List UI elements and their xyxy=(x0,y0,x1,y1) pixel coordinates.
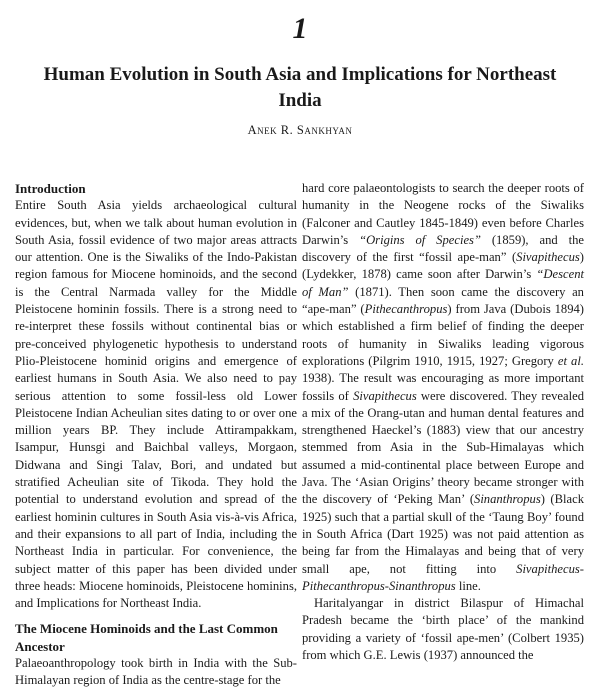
author-name: Anek R. Sankhyan xyxy=(247,123,353,137)
text-run: (1859), and the discovery of the first “fossil ape-man” ( xyxy=(302,232,584,265)
chapter-number: 1 xyxy=(292,12,308,45)
left-column xyxy=(15,180,297,690)
citation-et-al: et al. xyxy=(557,353,584,368)
book-title-descent-of-man: “Descent of Man” xyxy=(302,267,584,299)
section-spacer xyxy=(15,612,297,620)
taxon-sivapithecus: Sivapithecus xyxy=(516,250,580,265)
haritalyangar-paragraph: Haritalyangar in district Bilaspur of Himachal Pradesh became the ‘birth place’ of the mankind providing a variety of ‘fossil ape-men’ (Colbert 1935) from which G.E. Lewis (1937) announced the xyxy=(302,596,584,663)
book-title-origins-of-species: “Origins of Species” xyxy=(359,232,481,247)
taxon-sivapithecus: Sivapithecus xyxy=(353,388,417,403)
text-run: ) from Java (Dubois 1894) which established a firm belief of finding the deeper roots of humanity in Siwaliks leading vigorous explorations (Pilgrim 1910, 1915, 1927; Gregory xyxy=(302,302,585,368)
article-title: Human Evolution in South Asia and Implications for Northeast India xyxy=(43,64,557,111)
taxon-pithecanthropus: Pithecanthropus xyxy=(364,302,448,317)
text-run: ) (Lydekker, 1878) came soon after Darwin’s xyxy=(302,250,584,282)
text-run: hard core palaeontologists to search the deeper roots of humanity in the Neogene rocks of the Siwaliks (Falconer and Cautley 1845-1849) even before Charles Darwin’s xyxy=(302,181,584,247)
text-run: (1871). Then soon came the discovery an “ape-man” ( xyxy=(302,284,584,317)
taxon-sinanthropus: Sinanthropus xyxy=(474,492,541,507)
right-column xyxy=(302,180,584,664)
taxon-lineage: Sivapithecus-Pithecanthropus-Sinanthropus xyxy=(302,561,584,593)
section-heading-miocene-hominoids: The Miocene Hominoids and the Last Common Ancestor xyxy=(15,621,278,654)
text-run: line. xyxy=(455,578,481,593)
miocene-paragraph-start: Palaeoanthropology took birth in India with the Sub-Himalayan region of India as the centre-stage for the xyxy=(15,656,297,688)
continued-paragraph xyxy=(302,180,584,595)
text-run: 1938). The result was encouraging as more important fossils of xyxy=(302,371,584,403)
text-run: were discovered. They revealed a mix of the Orang-utan and human dental features and strengthened Haeckel’s (1883) view that our ancestry stemmed from Asia in the Sub-Himalayas which assumed a mid-continental place between Europe and Java. The ‘Asian Origins’ theory became stronger with the discovery of ‘Peking Man’ ( xyxy=(302,388,584,507)
text-run: ) (Black 1925) such that a partial skull of the ‘Taung Boy’ found in South Africa (Dart 1925) was not paid attention as being far from the Himalayas and being that of very small ape, not fitting into xyxy=(302,492,584,576)
introduction-paragraph: Entire South Asia yields archaeological cultural evidences, but, when we talk about human evolution in South Asia, fossil evidence of two major areas attracts our attention. One is the Siwaliks of the Indo-Pakistan region famous for Miocene hominoids, and the second is the Central Narmada valley for the Middle Pleistocene hominin fossils. There is a strong need to re-interpret these fossils without continental bias or pre-conceived phylogenetic hypothesis to understand Plio-Pleistocene hominid origins and emergence of earliest humans in South Asia. We also need to pay serious attention to some fossil-less old Lower Pleistocene Indian Acheulian sites dating to or over one million years BP. They include Attirampakkam, Isampur, Hunsgi and Baichbal valleys, Morgaon, Didwana and Singi Talav, Bori, and undated but stratified Acheulian site of Tikoda. They hold the potential to understand evolution and spread of the earliest hominin cultures in South Asia vis-à-vis Africa, and their expansions to all part of India, including the Northeast India in particular. For convenience, the subject matter of this paper has been divided under three heads: Miocene hominoids, Pleistocene hominins, and Implications for Northeast India. xyxy=(15,198,297,611)
section-heading-introduction: Introduction xyxy=(15,181,86,196)
